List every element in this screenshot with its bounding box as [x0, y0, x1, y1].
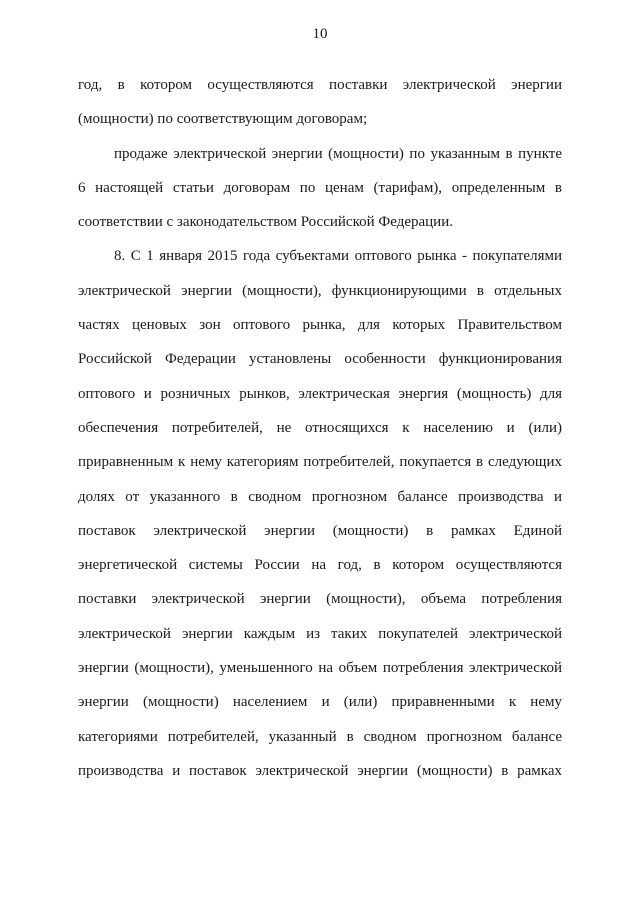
text-line: энергии (мощности) населением и (или) приравненными к нему [78, 694, 562, 711]
text-line: Российской Федерации установлены особенности функционирования [78, 351, 562, 368]
text-line: (мощности) по соответствующим договорам; [78, 111, 368, 128]
text-line: год, в котором осуществляются поставки электрической энергии [78, 77, 562, 93]
document-body [78, 68, 562, 788]
text-line: долях от указанного в сводном прогнозном балансе производства и [78, 488, 562, 505]
text-line: категориями потребителей, указанный в сводном прогнозном балансе [78, 728, 562, 745]
text-line: соответствии с законодательством Российской Федерации. [78, 214, 453, 231]
text-line: энергетической системы России на год, в котором осуществляются [78, 557, 562, 574]
text-line: энергии (мощности), уменьшенного на объем потребления электрической [78, 660, 562, 677]
text-line: электрической энергии (мощности), функционирующими в отдельных [78, 282, 562, 299]
paragraph-2 [78, 137, 562, 240]
text-line: оптового и розничных рынков, электрическая энергия (мощность) для [78, 385, 562, 402]
text-line: продаже электрической энергии (мощности) по указанным в пункте [114, 145, 562, 162]
text-line: производства и поставок электрической энергии (мощности) в рамках [78, 762, 562, 779]
paragraph-3 [78, 239, 562, 788]
text-line: электрической энергии каждым из таких покупателей электрической [78, 625, 562, 642]
text-line: частях ценовых зон оптового рынка, для которых Правительством [78, 317, 562, 334]
page-number: 10 [312, 26, 328, 42]
paragraph-1 [78, 68, 562, 137]
text-line: 8. С 1 января 2015 года субъектами оптового рынка - покупателями [114, 248, 562, 265]
text-line: обеспечения потребителей, не относящихся к населению и (или) [78, 419, 562, 436]
text-line: поставок электрической энергии (мощности) в рамках Единой [78, 522, 562, 539]
text-line: 6 настоящей статьи договорам по ценам (тарифам), определенным в [78, 179, 562, 196]
text-line: приравненным к нему категориям потребителей, покупается в следующих [78, 454, 562, 471]
text-line: поставки электрической энергии (мощности), объема потребления [78, 591, 562, 608]
